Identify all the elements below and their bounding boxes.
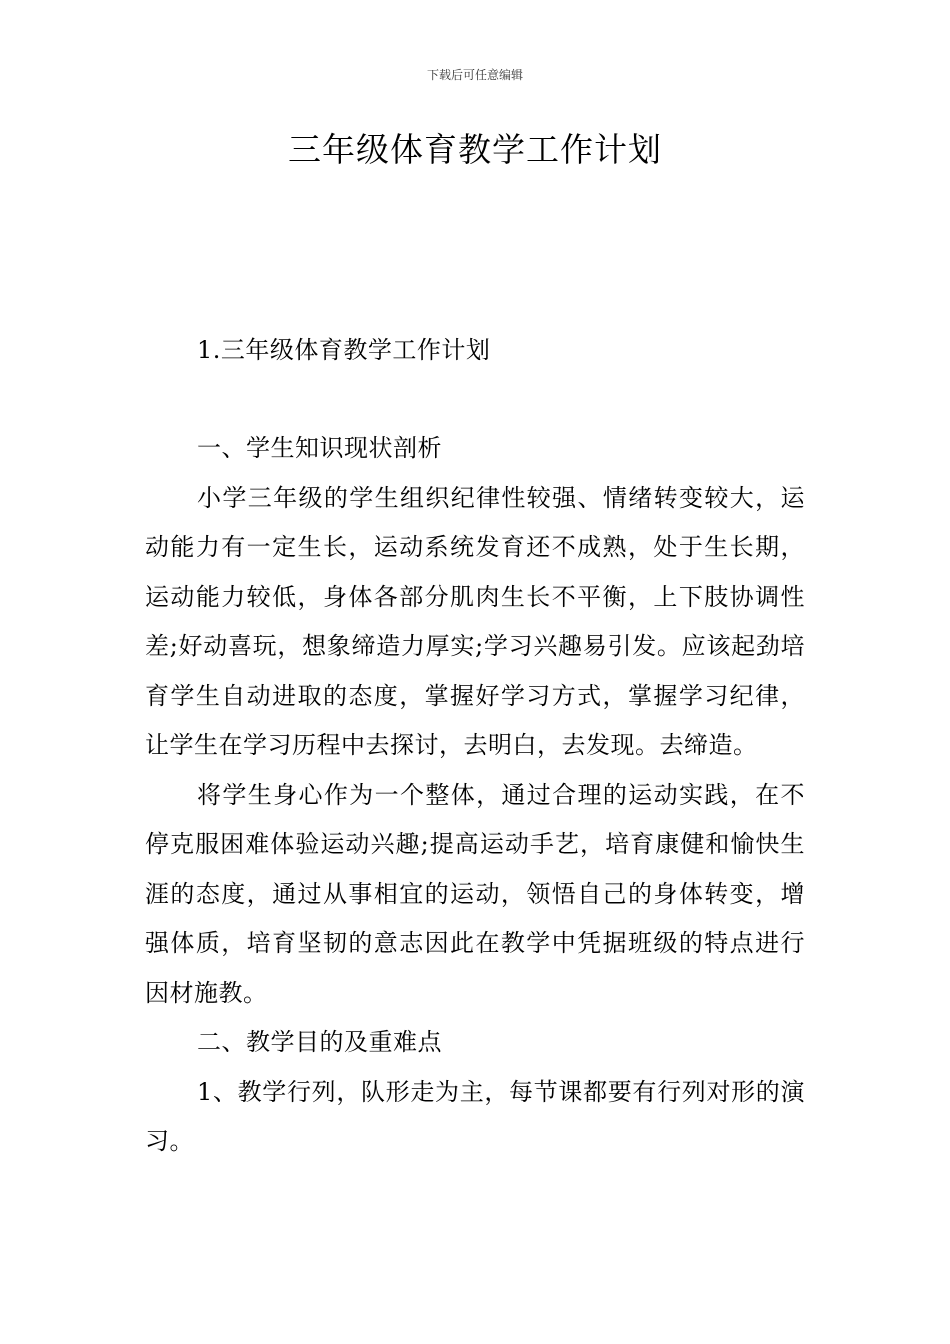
paragraph-student-status: 小学三年级的学生组织纪律性较强、情绪转变较大，运动能力有一定生长，运动系统发育还不成熟，处于生长期，运动能力较低，身体各部分肌肉生长不平衡，上下肢协调性差;好动喜玩，想象缔造力厚实;学习兴趣易引发。应该起劲培育学生自动进取的态度，掌握好学习方式，掌握学习纪律，让学生在学习历程中去探讨，去明白，去发现。去缔造。 — [145, 483, 805, 759]
document-body — [145, 424, 805, 1167]
document-title: 三年级体育教学工作计划 — [288, 130, 662, 169]
section-subtitle — [145, 326, 805, 376]
header-note: 下载后可任意编辑 — [426, 68, 523, 82]
heading-student-analysis: 一、学生知识现状剖析 — [197, 434, 442, 462]
subtitle-text: 1.三年级体育教学工作计划 — [197, 336, 491, 364]
paragraph-goal-1: 1、教学行列，队形走为主，每节课都要有行列对形的演习。 — [145, 1077, 805, 1155]
paragraph-teaching-approach: 将学生身心作为一个整体，通过合理的运动实践，在不停克服困难体验运动兴趣;提高运动手艺，培育康健和愉快生涯的态度，通过从事相宜的运动，领悟自己的身体转变，增强体质，培育坚韧的意志因此在教学中凭据班级的特点进行因材施教。 — [145, 780, 805, 1007]
heading-teaching-goals: 二、教学目的及重难点 — [197, 1028, 442, 1056]
